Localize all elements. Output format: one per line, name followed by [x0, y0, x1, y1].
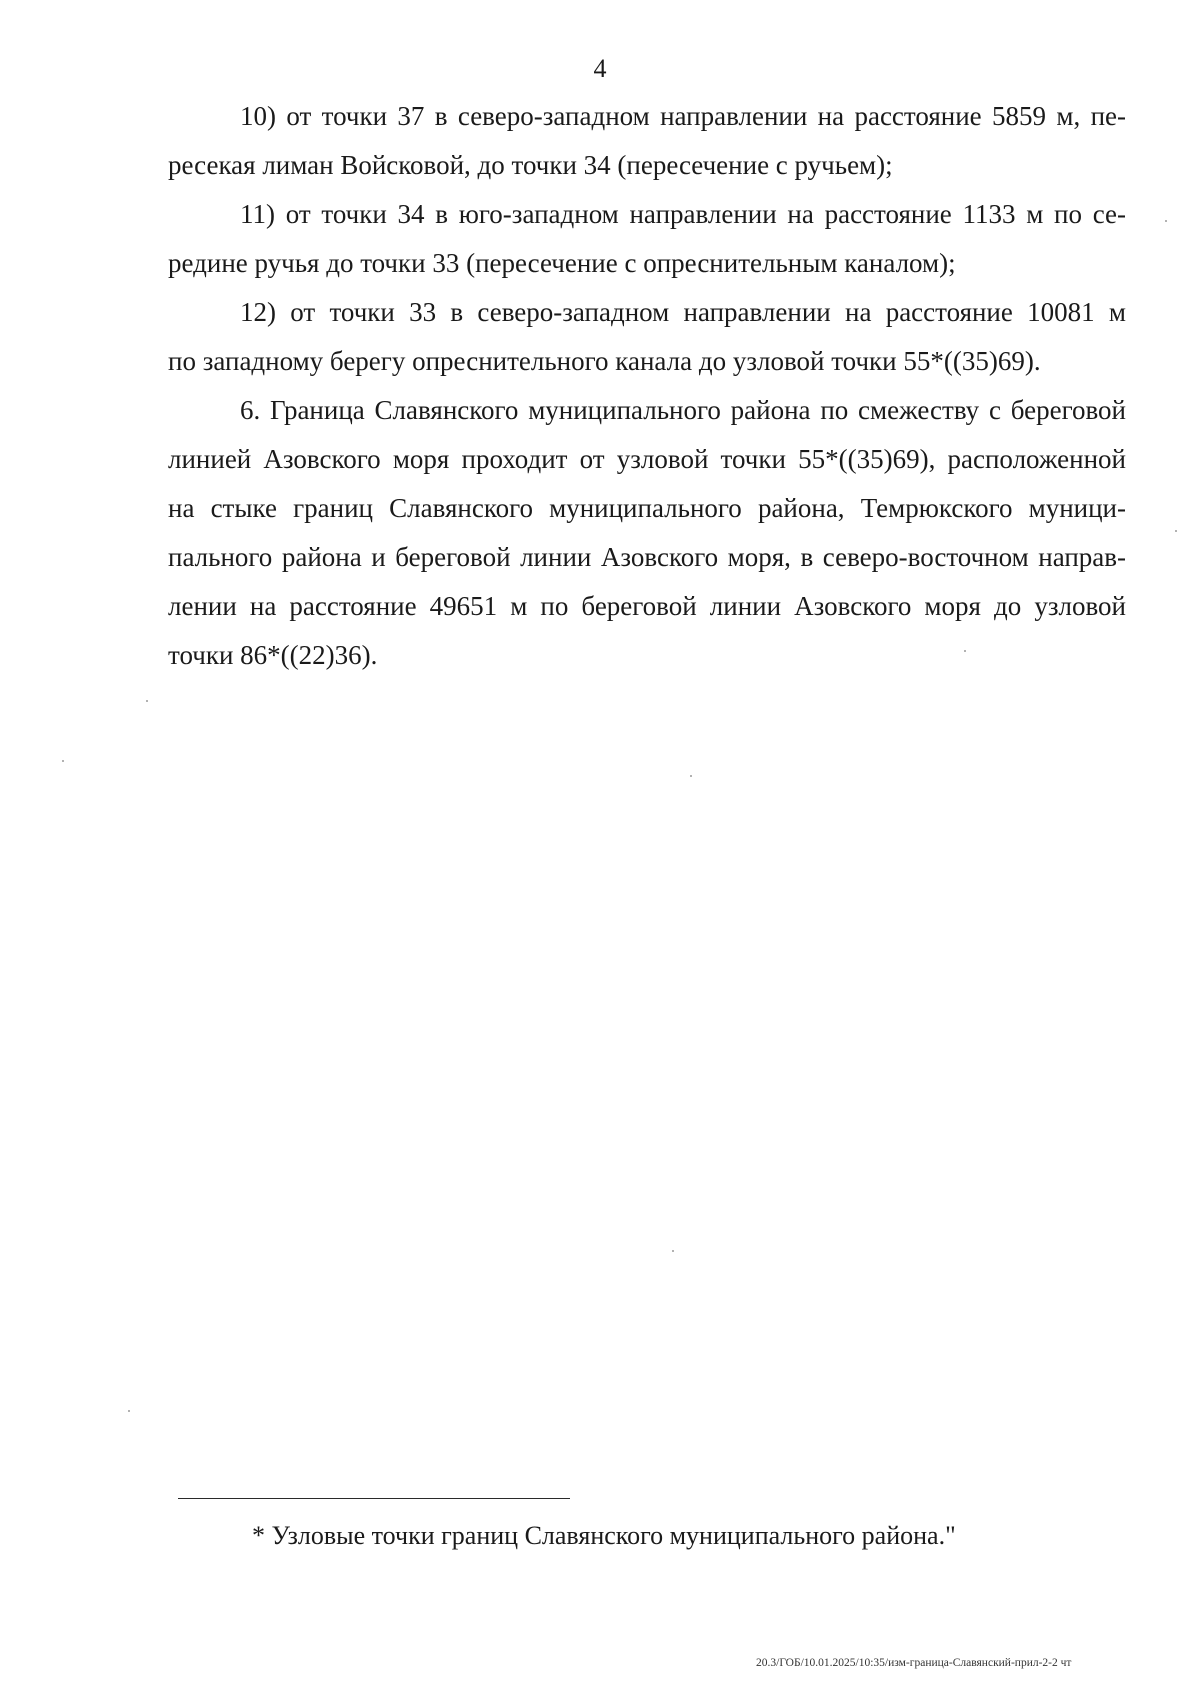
- scan-speck: [672, 1250, 674, 1252]
- paragraph-item-11: [168, 190, 1126, 288]
- scan-speck: [964, 650, 966, 652]
- scan-speck: [1165, 220, 1167, 222]
- scan-speck: [146, 700, 148, 702]
- page-number: 4: [593, 54, 607, 83]
- scan-speck: [690, 775, 692, 777]
- paragraph-section-6: [168, 386, 1126, 680]
- text-line: по западному берегу опреснительного канала до узловой точки 55*((35)69).: [168, 346, 1041, 376]
- text-line: ресекая лиман Войсковой, до точки 34 (пересечение с ручьем);: [168, 150, 893, 180]
- footnote: * Узловые точки границ Славянского муниципального района.": [252, 1521, 956, 1550]
- paragraph-item-12: [168, 288, 1126, 386]
- text-line: 12) от точки 33 в северо-западном направлении на расстояние 10081 м: [240, 297, 1126, 327]
- document-body: [168, 92, 1126, 680]
- file-reference-stamp: 20.3/ГОБ/10.01.2025/10:35/изм-граница-Славянский-прил-2-2 чт: [756, 1657, 1072, 1669]
- scan-speck: [62, 760, 64, 762]
- text-line: редине ручья до точки 33 (пересечение с опреснительным каналом);: [168, 248, 956, 278]
- text-line: на стыке границ Славянского муниципального района, Темрюкского муници-: [168, 493, 1126, 523]
- text-line: 11) от точки 34 в юго-западном направлении на расстояние 1133 м по се-: [240, 199, 1126, 229]
- paragraph-item-10: [168, 92, 1126, 190]
- scan-speck: [128, 1410, 130, 1412]
- scan-speck: [1175, 530, 1177, 532]
- text-line: 10) от точки 37 в северо-западном направлении на расстояние 5859 м, пе-: [240, 101, 1126, 131]
- text-line: 6. Граница Славянского муниципального района по смежеству с береговой: [240, 395, 1126, 425]
- text-line: пального района и береговой линии Азовского моря, в северо-восточном направ-: [168, 542, 1126, 572]
- text-line: точки 86*((22)36).: [168, 640, 378, 670]
- text-line: лении на расстояние 49651 м по береговой линии Азовского моря до узловой: [168, 591, 1126, 621]
- text-line: линией Азовского моря проходит от узловой точки 55*((35)69), расположенной: [168, 444, 1126, 474]
- footnote-divider: [178, 1498, 570, 1499]
